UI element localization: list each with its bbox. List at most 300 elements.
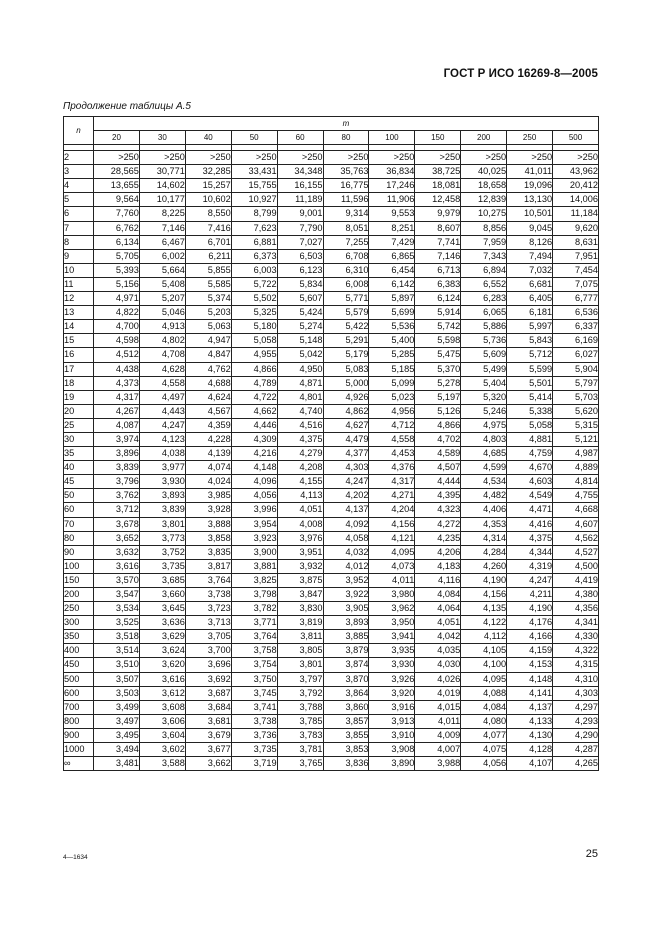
table-cell: 3,608 [139,700,185,714]
row-label-n: 450 [64,658,94,672]
table-cell: 4,419 [553,573,599,587]
table-cell: 8,799 [231,207,277,221]
table-cell: 4,740 [277,404,323,418]
table-cell: 4,375 [277,432,323,446]
critical-values-table [63,116,599,771]
table-cell: >250 [185,151,231,165]
table-cell: 3,547 [94,588,140,602]
table-cell: 7,146 [415,249,461,263]
table-cell: 4,011 [369,573,415,587]
table-cell: 4,279 [277,447,323,461]
table-row [64,728,599,742]
table-cell: 4,038 [139,447,185,461]
table-cell: 4,009 [415,728,461,742]
table-row [64,277,599,291]
row-label-n: 70 [64,517,94,531]
table-row [64,447,599,461]
table-cell: 5,904 [553,362,599,376]
table-cell: 3,996 [231,503,277,517]
table-cell: 3,805 [277,644,323,658]
table-cell: 9,620 [553,221,599,235]
table-cell: 4,558 [139,376,185,390]
table-cell: 4,375 [507,531,553,545]
table-cell: 4,866 [415,418,461,432]
table-cell: 3,890 [369,757,415,771]
row-label-n: 17 [64,362,94,376]
table-cell: 4,881 [507,432,553,446]
table-cell: 4,303 [553,686,599,700]
table-cell: 4,803 [461,432,507,446]
table-cell: 3,908 [369,743,415,757]
table-cell: 3,660 [139,588,185,602]
table-cell: 4,516 [277,418,323,432]
row-header-n: n [64,117,94,145]
table-cell: 4,406 [461,503,507,517]
table-cell: 4,955 [231,348,277,362]
table-cell: 9,045 [507,221,553,235]
table-row [64,630,599,644]
table-cell: 4,112 [461,630,507,644]
table-cell: 6,310 [323,263,369,277]
table-cell: 8,051 [323,221,369,235]
table-cell: 6,008 [323,277,369,291]
table-cell: 18,081 [415,179,461,193]
table-cell: 3,928 [185,503,231,517]
table-cell: 3,738 [231,714,277,728]
table-cell: 3,685 [139,573,185,587]
table-cell: 5,374 [185,292,231,306]
table-cell: 5,475 [415,348,461,362]
table-cell: 19,096 [507,179,553,193]
table-cell: 12,839 [461,193,507,207]
table-cell: 3,606 [139,714,185,728]
table-cell: 13,130 [507,193,553,207]
table-cell: 4,211 [507,588,553,602]
table-cell: 5,712 [507,348,553,362]
table-cell: 5,042 [277,348,323,362]
table-cell: 4,290 [553,728,599,742]
table-cell: 38,725 [415,165,461,179]
table-cell: 4,755 [553,489,599,503]
table-cell: 5,203 [185,306,231,320]
table-cell: 3,847 [277,588,323,602]
table-cell: 4,926 [323,390,369,404]
table-cell: 6,383 [415,277,461,291]
table-cell: 4,599 [461,461,507,475]
row-label-n: 25 [64,418,94,432]
table-cell: 7,032 [507,263,553,277]
table-row [64,588,599,602]
table-cell: 4,847 [185,348,231,362]
table-cell: 4,084 [415,588,461,602]
table-cell: 4,272 [415,517,461,531]
table-cell: 34,348 [277,165,323,179]
table-cell: 8,225 [139,207,185,221]
table-cell: 33,431 [231,165,277,179]
table-cell: 3,570 [94,573,140,587]
table-cell: 7,343 [461,249,507,263]
table-cell: 3,870 [323,672,369,686]
table-cell: 4,802 [139,334,185,348]
table-cell: 8,126 [507,235,553,249]
table-cell: 3,735 [139,559,185,573]
table-cell: 4,260 [461,559,507,573]
table-cell: 4,627 [323,418,369,432]
table-cell: 7,494 [507,249,553,263]
column-header-m-200: 200 [461,131,507,145]
table-cell: 11,189 [277,193,323,207]
table-cell: 3,879 [323,644,369,658]
table-row [64,743,599,757]
table-cell: 4,446 [231,418,277,432]
table-row [64,714,599,728]
table-row [64,700,599,714]
table-cell: 5,599 [507,362,553,376]
table-row [64,207,599,221]
column-header-m-150: 150 [415,131,461,145]
table-cell: 3,835 [185,545,231,559]
table-cell: 4,015 [415,700,461,714]
table-cell: 3,905 [323,602,369,616]
table-cell: 5,046 [139,306,185,320]
table-cell: 3,875 [277,573,323,587]
table-cell: 5,742 [415,320,461,334]
table-cell: 3,754 [231,658,277,672]
table-cell: 32,285 [185,165,231,179]
row-label-n: 35 [64,447,94,461]
table-cell: 4,148 [507,672,553,686]
table-cell: 3,719 [231,757,277,771]
table-cell: 41,011 [507,165,553,179]
table-cell: 4,030 [415,658,461,672]
table-cell: 5,197 [415,390,461,404]
table-cell: 3,588 [139,757,185,771]
table-cell: 4,700 [94,320,140,334]
table-cell: 4,166 [507,630,553,644]
table-cell: 6,002 [139,249,185,263]
table-cell: 3,738 [185,588,231,602]
row-label-n: 10 [64,263,94,277]
table-cell: 8,856 [461,221,507,235]
table-cell: 6,283 [461,292,507,306]
table-cell: 4,121 [369,531,415,545]
table-cell: 7,255 [323,235,369,249]
table-cell: 6,337 [553,320,599,334]
standard-designation: ГОСТ Р ИСО 16269-8—2005 [443,68,598,80]
table-cell: 3,773 [139,531,185,545]
table-cell: 4,971 [94,292,140,306]
table-cell: 5,855 [185,263,231,277]
table-cell: 3,712 [94,503,140,517]
row-label-n: 90 [64,545,94,559]
table-cell: 4,073 [369,559,415,573]
table-cell: 4,395 [415,489,461,503]
table-cell: 5,422 [323,320,369,334]
table-cell: 5,278 [415,376,461,390]
table-cell: 6,211 [185,249,231,263]
table-cell: 3,518 [94,630,140,644]
table-cell: 6,181 [507,306,553,320]
table-cell: 4,007 [415,743,461,757]
table-cell: 5,598 [415,334,461,348]
table-row [64,517,599,531]
table-cell: 4,323 [415,503,461,517]
table-row [64,489,599,503]
table-cell: 6,681 [507,277,553,291]
table-cell: 4,137 [507,700,553,714]
row-label-n: 3 [64,165,94,179]
table-cell: 4,497 [139,390,185,404]
table-cell: 4,628 [139,362,185,376]
table-cell: 4,155 [277,475,323,489]
table-cell: 4,148 [231,461,277,475]
table-cell: 11,184 [553,207,599,221]
table-cell: 5,834 [277,277,323,291]
table-cell: 3,616 [94,559,140,573]
table-cell: 5,126 [415,404,461,418]
table-cell: 5,393 [94,263,140,277]
table-cell: 3,629 [139,630,185,644]
table-row [64,672,599,686]
table-cell: 6,701 [185,235,231,249]
table-cell: 3,620 [139,658,185,672]
table-row [64,249,599,263]
table-cell: 5,997 [507,320,553,334]
table-cell: 3,700 [185,644,231,658]
table-cell: 5,797 [553,376,599,390]
table-row [64,193,599,207]
table-cell: 4,862 [323,404,369,418]
table-cell: 6,454 [369,263,415,277]
table-cell: 4,344 [507,545,553,559]
table-cell: 4,889 [553,461,599,475]
row-label-n: 200 [64,588,94,602]
table-cell: 6,123 [277,263,323,277]
table-row [64,263,599,277]
table-cell: 4,190 [507,602,553,616]
column-header-m-40: 40 [185,131,231,145]
table-cell: 3,764 [185,573,231,587]
row-label-n: 400 [64,644,94,658]
table-cell: 4,567 [185,404,231,418]
table-cell: 4,789 [231,376,277,390]
table-cell: 3,762 [94,489,140,503]
table-cell: 28,565 [94,165,140,179]
table-cell: 3,910 [369,728,415,742]
table-cell: 8,550 [185,207,231,221]
table-cell: 4,100 [461,658,507,672]
table-cell: 3,514 [94,644,140,658]
column-header-m-100: 100 [369,131,415,145]
table-cell: 7,416 [185,221,231,235]
table-cell: 3,510 [94,658,140,672]
table-cell: 4,035 [415,644,461,658]
table-cell: 14,602 [139,179,185,193]
table-cell: 3,796 [94,475,140,489]
table-cell: >250 [139,151,185,165]
table-cell: 4,216 [231,447,277,461]
table-cell: 4,702 [415,432,461,446]
table-cell: 4,096 [231,475,277,489]
table-row [64,602,599,616]
table-cell: 4,297 [553,700,599,714]
table-cell: 6,169 [553,334,599,348]
table-cell: 4,056 [461,757,507,771]
table-cell: 4,267 [94,404,140,418]
table-cell: 4,871 [277,376,323,390]
table-cell: 3,819 [277,616,323,630]
table-cell: 4,309 [231,432,277,446]
table-cell: 4,975 [461,418,507,432]
table-cell: 5,620 [553,404,599,418]
table-cell: 4,956 [369,404,415,418]
table-cell: 5,404 [461,376,507,390]
table-cell: 16,155 [277,179,323,193]
table-cell: 3,913 [369,714,415,728]
table-cell: 4,135 [461,602,507,616]
table-cell: 5,501 [507,376,553,390]
table-cell: 16,775 [323,179,369,193]
table-cell: 3,857 [323,714,369,728]
table-cell: 4,668 [553,503,599,517]
table-cell: 7,146 [139,221,185,235]
table-cell: >250 [231,151,277,165]
table-cell: 4,479 [323,432,369,446]
table-cell: 4,095 [369,545,415,559]
table-cell: 3,782 [231,602,277,616]
table-row [64,432,599,446]
table-cell: 4,247 [507,573,553,587]
table-row [64,686,599,700]
table-cell: 3,781 [277,743,323,757]
table-cell: 3,677 [185,743,231,757]
table-cell: 4,137 [323,503,369,517]
table-cell: 5,424 [277,306,323,320]
table-cell: 3,811 [277,630,323,644]
row-label-n: 19 [64,390,94,404]
row-label-n: 18 [64,376,94,390]
table-cell: 4,051 [415,616,461,630]
table-cell: 3,783 [277,728,323,742]
table-cell: 3,741 [231,700,277,714]
table-cell: 5,664 [139,263,185,277]
table-cell: 6,142 [369,277,415,291]
table-cell: 4,284 [461,545,507,559]
table-cell: 4,190 [461,573,507,587]
table-cell: 9,564 [94,193,140,207]
table-cell: 3,771 [231,616,277,630]
table-row [64,362,599,376]
table-cell: 4,822 [94,306,140,320]
table-cell: 4,317 [94,390,140,404]
table-row [64,179,599,193]
table-cell: 4,443 [139,404,185,418]
table-row [64,658,599,672]
table-cell: 4,107 [507,757,553,771]
table-cell: 4,688 [185,376,231,390]
table-cell: 9,314 [323,207,369,221]
table-cell: >250 [323,151,369,165]
table-cell: 5,083 [323,362,369,376]
table-cell: 5,579 [323,306,369,320]
table-cell: 5,274 [277,320,323,334]
table-row [64,503,599,517]
row-label-n: 5 [64,193,94,207]
table-cell: 3,935 [369,644,415,658]
row-label-n: 15 [64,334,94,348]
table-cell: 3,752 [139,545,185,559]
table-cell: 3,765 [277,757,323,771]
column-header-m-80: 80 [323,131,369,145]
table-cell: 3,788 [277,700,323,714]
table-cell: 4,265 [553,757,599,771]
table-cell: 5,099 [369,376,415,390]
table-cell: 4,317 [369,475,415,489]
table-cell: 3,974 [94,432,140,446]
table-cell: 3,705 [185,630,231,644]
table-cell: 3,652 [94,531,140,545]
table-cell: 7,454 [553,263,599,277]
table-cell: 6,894 [461,263,507,277]
table-cell: 4,133 [507,714,553,728]
table-cell: >250 [277,151,323,165]
table-cell: 4,947 [185,334,231,348]
table-cell: 7,959 [461,235,507,249]
table-cell: 5,058 [231,334,277,348]
row-label-n: 900 [64,728,94,742]
table-cell: 3,736 [231,728,277,742]
table-cell: 3,858 [185,531,231,545]
table-cell: 4,058 [323,531,369,545]
table-cell: 3,797 [277,672,323,686]
table-cell: 5,285 [369,348,415,362]
table-cell: 3,881 [231,559,277,573]
table-cell: 3,798 [231,588,277,602]
table-cell: 4,589 [415,447,461,461]
row-label-n: 4 [64,179,94,193]
table-cell: 6,405 [507,292,553,306]
table-cell: 3,954 [231,517,277,531]
table-cell: 4,762 [185,362,231,376]
table-cell: 4,512 [94,348,140,362]
column-header-m-500: 500 [553,131,599,145]
table-cell: 4,123 [139,432,185,446]
table-cell: 5,185 [369,362,415,376]
table-cell: 5,338 [507,404,553,418]
table-cell: 3,977 [139,461,185,475]
table-cell: 4,208 [277,461,323,475]
table-cell: 3,713 [185,616,231,630]
table-cell: 3,896 [94,447,140,461]
table-cell: 6,762 [94,221,140,235]
table-cell: 3,941 [369,630,415,644]
row-label-n: 1000 [64,743,94,757]
table-cell: 4,204 [369,503,415,517]
table-cell: 3,758 [231,644,277,658]
table-cell: 3,874 [323,658,369,672]
table-cell: 4,019 [415,686,461,700]
table-cell: 3,855 [323,728,369,742]
table-cell: 4,453 [369,447,415,461]
table-row [64,461,599,475]
table-cell: >250 [553,151,599,165]
table-caption: Продолжение таблицы А.5 [63,101,191,112]
table-row [64,404,599,418]
table-cell: 4,353 [461,517,507,531]
table-cell: 4,315 [553,658,599,672]
table-cell: 9,001 [277,207,323,221]
table-cell: 18,658 [461,179,507,193]
